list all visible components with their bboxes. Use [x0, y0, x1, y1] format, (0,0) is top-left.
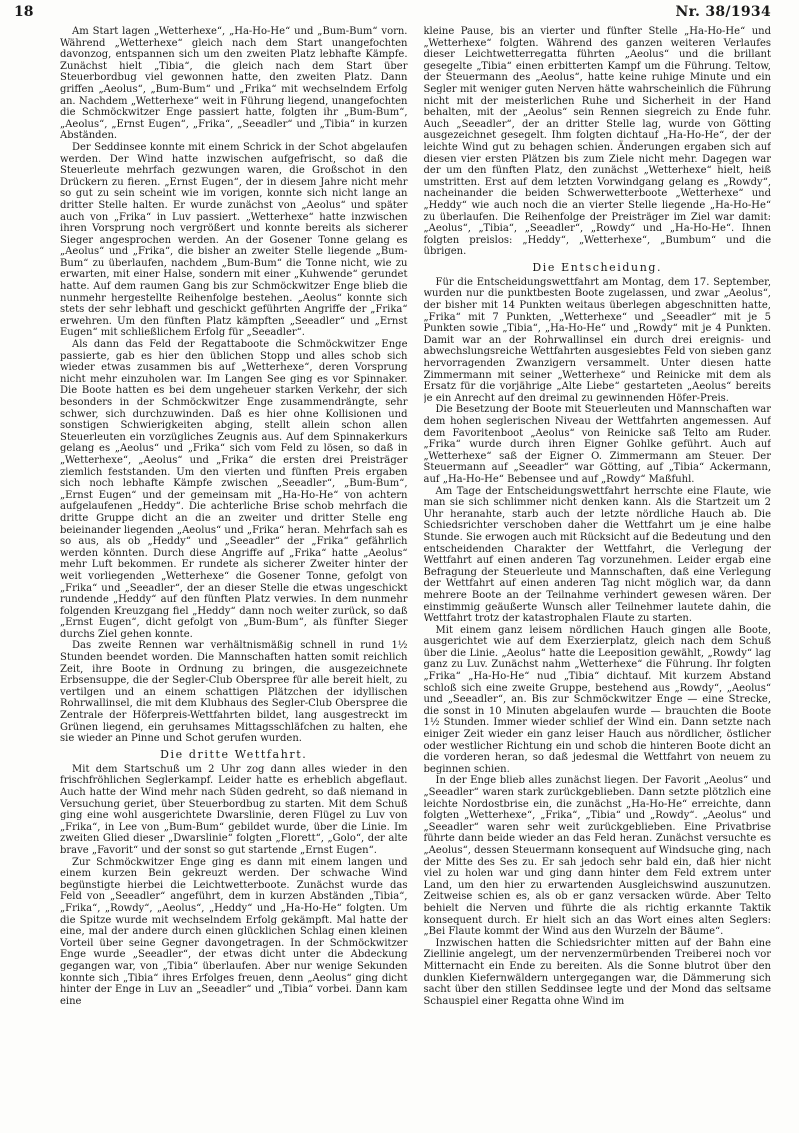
paragraph: Das zweite Rennen war verhältnismäßig schnell in rund 1½ Stunden beendet worden. Die Mannschaften hatten somit reichlich Zeit, ihre Boote in Ordnung zu bringen, die ausgezeichnete Erbsensuppe, die der Segler-Club Oberspree für alle bereit hielt, zu vertilgen und an einem schattigen Plätzchen der idyllischen Rohrwallinsel, die mit dem Klubhaus des Segler-Club Oberspree die Zentrale der Höferpreis-Wettfahrten bildet, lang ausgestreckt im Grünen liegend, ein geruhsames Mittagsschläfchen zu halten, ehe sie wieder an Pinne und Schot gerufen wurden.: [60, 640, 408, 745]
section-heading: Die dritte Wettfahrt.: [160, 747, 308, 761]
paragraph: In der Enge blieb alles zunächst liegen. Der Favorit „Aeolus“ und „Seeadler“ waren stark zurückgeblieben. Dann setzte plötzlich eine leichte Nordostbrise ein, die zunächst „Ha-Ho-He“ erreichte, dann folgten „Wetterhexe“, „Frika“, „Tibia“ und „Rowdy“. „Aeolus“ und „Seeadler“ waren sehr weit zurückgeblieben. Eine Privatbrise führte dann beide wieder an das Feld heran. Zunächst versuchte es „Aeolus“, dessen Steuermann konsequent auf Windsuche ging, nach der Mitte des Ses zu. Er sah jedoch sehr bald ein, daß hier nicht viel zu holen war und ging dann hinter dem Feld extrem unter Land, um den hier zu erwartenden Ausgleichswind auszunutzen. Zeitweise schien es, als ob er ganz versacken würde. Aber Telto behielt die Nerven und führte die als richtig erkannte Taktik konsequent durch. Er hielt sich an das Wort eines alten Seglers: „Bei Flaute kommt der Wind aus den Wurzeln der Bäume“.: [423, 775, 771, 938]
paragraph: Inzwischen hatten die Schiedsrichter mitten auf der Bahn eine Ziellinie angelegt, um der nervenzermürbenden Treiberei noch vor Mitternacht ein Ende zu bereiten. Als die Sonne blutrot über den dunklen Kiefernwäldern untergegangen war, die Dämmerung sich sacht über den stillen Seddinsee legte und der Mond das seltsame Schauspiel einer Regatta ohne Wind im: [423, 937, 771, 1007]
page-number: 18: [14, 4, 34, 20]
article-columns: [60, 26, 771, 1125]
paragraph: Für die Entscheidungswettfahrt am Montag, dem 17. September, wurden nur die punktbesten Boote zugelassen, und zwar „Aeolus“, der bisher mit 14 Punkten weitaus überlegen abgeschnitten hatte, „Frika“ mit 7 Punkten, „Wetterhexe“ und „Seeadler“ mit je 5 Punkten sowie „Tibia“, „Ha-Ho-He“ und „Rowdy“ mit je 4 Punkten. Damit war an der Rohrwallinsel ein durch drei ereignis- und abwechslungsreiche Wettfahrten ausgesiebtes Feld von sieben ganz hervorragenden Zwanzigern versammelt. Unter diesen hatte Zimmermann mit seiner „Wetterhexe“ und Reinicke mit dem als Ersatz für die vorjährige „Alte Liebe“ gestarteten „Aeolus“ bereits je ein Anrecht auf den dreimal zu gewinnenden Höfer-Preis.: [423, 276, 771, 404]
paragraph: Als dann das Feld der Regattaboote die Schmöckwitzer Enge passierte, gab es hier den üblichen Stopp und alles schob sich wieder etwas zusammen bis auf „Wetterhexe“, deren Vorsprung nicht mehr einzuholen war. Im Langen See ging es vor Spinnaker. Die Boote hatten es bei dem ungeheuer starken Verkehr, der sich besonders in der Schmöckwitzer Enge zusammendrängte, sehr schwer, sich durchzuwinden. Daß es hier ohne Kollisionen und sonstigen Schwierigkeiten abging, stellt allein schon allen Steuerleuten ein vorzügliches Zeugnis aus. Auf dem Spinnakerkurs gelang es „Aeolus“ und „Frika“ sich vom Feld zu lösen, so daß in „Wetterhexe“, „Aeolus“ und „Frika“ die ersten drei Preisträger ziemlich feststanden. Um den vierten und fünften Preis ergaben sich noch lebhafte Kämpfe zwischen „Seeadler“, „Bum-Bum“, „Ernst Eugen“ und der gemeinsam mit „Ha-Ho-He“ von achtern aufgelaufenen „Heddy“. Die achterliche Brise schob mehrfach die dritte Gruppe dicht an die an zweiter und dritter Stelle eng beieinander liegenden „Aeolus“ und „Frika“ heran. Mehrfach sah es so aus, als ob „Heddy“ und „Seeadler“ der „Frika“ gefährlich werden könnten. Durch diese Angriffe auf „Frika“ hatte „Aeolus“ mehr Luft bekommen. Er rundete als sicherer Zweiter hinter der weit vorliegenden „Wetterhexe“ die Gosener Tonne, gefolgt von „Frika“ und „Seeadler“, der an dieser Stelle die etwas ungeschickt rundende „Heddy“ auf den fünften Platz verwies. In dem nunmehr folgenden Kreuzgang fiel „Heddy“ dann noch weiter zurück, so daß „Ernst Eugen“, dicht gefolgt von „Bum-Bum“, als fünfter Sieger durchs Ziel gehen konnte.: [60, 339, 408, 640]
paragraph: Mit dem Startschuß um 2 Uhr zog dann alles wieder in den frischfröhlichen Seglerkampf. Leider hatte es erheblich abgeflaut. Auch hatte der Wind mehr nach Süden gedreht, so daß niemand in Versuchung geriet, über Steuerbordbug zu starten. Mit dem Schuß ging eine wohl ausgerichtete Dwarslinie, deren Flügel zu Luv von „Frika“, in Lee von „Bum-Bum“ gebildet wurde, über die Linie. Im zweiten Glied dieser „Dwarslinie“ folgten „Florett“, „Golo“, der alte brave „Favorit“ und der sonst so gut startende „Ernst Eugen“.: [60, 763, 408, 856]
paragraph: Der Seddinsee konnte mit einem Schrick in der Schot abgelaufen werden. Der Wind hatte inzwischen aufgefrischt, so daß die Steuerleute mehrfach gezwungen waren, die Großschot in den Drückern zu fieren. „Ernst Eugen“, der in diesem Jahre nicht mehr so gut zu sein scheint wie im vorigen, konnte sich nicht lange an dritter Stelle halten. Er wurde zunächst von „Aeolus“ und später auch von „Frika“ in Luv passiert. „Wetterhexe“ hatte inzwischen ihren Vorsprung noch vergrößert und konnte bereits als sicherer Sieger angesprochen werden. An der Gosener Tonne gelang es „Aeolus“ und „Frika“, die bisher an zweiter Stelle liegende „Bum-Bum“ zu überlaufen, nachdem „Bum-Bum“ die Tonne nicht, wie zu erwarten, mit einer Halse, sondern mit einer „Kuhwende“ gerundet hatte. Auf dem raumen Gang bis zur Schmöckwitzer Enge blieb die nunmehr hergestellte Reihenfolge bestehen. „Aeolus“ konnte sich stets der sehr lebhaft und geschickt geführten Angriffe der „Frika“ erwehren. Um den fünften Platz kämpften „Seeadler“ und „Ernst Eugen“ mit schließlichem Erfolg für „Seeadler“.: [60, 141, 408, 339]
left-column: [60, 26, 408, 1125]
paragraph: Am Tage der Entscheidungswettfahrt herrschte eine Flaute, wie man sie sich schlimmer nicht denken kann. Als die Startzeit um 2 Uhr heranahte, starb auch der letzte nördliche Hauch ab. Die Schiedsrichter verschoben daher die Wettfahrt um je eine halbe Stunde. Sie erwogen auch mit Rücksicht auf die Bedeutung und den entscheidenden Charakter der Wettfahrt, die Verlegung der Wettfahrt auf einen anderen Tag vorzunehmen. Leider ergab eine Befragung der Steuerleute und Mannschaften, daß eine Verlegung der Wettfahrt auf einen anderen Tag nicht möglich war, da dann mehrere Boote an der Teilnahme verhindert gewesen wären. Der einstimmig geäußerte Wunsch aller Teilnehmer lautete dahin, die Wettfahrt trotz der katastrophalen Flaute zu starten.: [423, 485, 771, 625]
paragraph: Am Start lagen „Wetterhexe“, „Ha-Ho-He“ und „Bum-Bum“ vorn. Während „Wetterhexe“ gleich nach dem Start unangefochten davonzog, entspannen sich um den zweiten Platz lebhafte Kämpfe. Zunächst hielt „Tibia“, die gleich nach dem Start über Steuerbordbug viel gewonnen hatte, den zweiten Platz. Dann griffen „Aeolus“, „Bum-Bum“ und „Frika“ mit wechselndem Erfolg an. Nachdem „Wetterhexe“ weit in Führung liegend, unangefochten die Schmöckwitzer Enge passiert hatte, folgten ihr „Bum-Bum“, „Aeolus“, „Ernst Eugen“, „Frika“, „Seeadler“ und „Tibia“ in kurzen Abständen.: [60, 26, 408, 142]
paragraph: Zur Schmöckwitzer Enge ging es dann mit einem langen und einem kurzen Bein gekreuzt werden. Der schwache Wind begünstigte hierbei die Leichtwetterboote. Zunächst wurde das Feld von „Seeadler“ angeführt, dem in kurzen Abständen „Tibia“, „Frika“, „Rowdy“, „Aeolus“, „Heddy“ und „Ha-Ho-He“ folgten. Um die Spitze wurde mit wechselndem Erfolg gekämpft. Mal hatte der eine, mal der andere durch einen glücklichen Schlag einen kleinen Vorteil über seine Gegner davongetragen. In der Schmöckwitzer Enge wurde „Seeadler“, der etwas dicht unter die Abdeckung gegangen war, von „Tibia“ überlaufen. Aber nur wenige Sekunden konnte sich „Tibia“ ihres Erfolges freuen, denn „Aeolus“ ging dicht hinter der Enge in Luv an „Seeadler“ und „Tibia“ vorbei. Dann kam eine: [60, 856, 408, 1007]
section-heading: Die Entscheidung.: [532, 260, 663, 274]
paragraph: Die Besetzung der Boote mit Steuerleuten und Mannschaften war dem hohen seglerischen Niveau der Wettfahrten angemessen. Auf dem Favoritenboot „Aeolus“ von Reinicke saß Telto am Ruder. „Frika“ wurde durch ihren Eigner Gohlke geführt. Auch auf „Wetterhexe“ saß der Eigner O. Zimmermann am Steuer. Der Steuermann auf „Seeadler“ war Götting, auf „Tibia“ Ackermann, auf „Ha-Ho-He“ Bebensee und auf „Rowdy“ Maßfuhl.: [423, 404, 771, 485]
paragraph: Mit einem ganz leisem nördlichen Hauch gingen alle Boote, ausgerichtet wie auf dem Exerzierplatz, gleich nach dem Schuß über die Linie. „Aeolus“ hatte die Leeposition gewählt, „Rowdy“ lag ganz zu Luv. Zunächst nahm „Wetterhexe“ die Führung. Ihr folgten „Frika“ „Ha-Ho-He“ nud „Tibia“ dichtauf. Mit kurzem Abstand schloß sich eine zweite Gruppe, bestehend aus „Rowdy“, „Aeolus“ und „Seeadler“, an. Bis zur Schmöckwitzer Enge — eine Strecke, die sonst in 10 Minuten abgelaufen wurde — brauchten die Boote 1½ Stunden. Immer wieder schlief der Wind ein. Dann setzte nach einiger Zeit wieder ein ganz leiser Hauch aus nördlicher, östlicher oder westlicher Richtung ein und schob die hinteren Boote dicht an die vorderen heran, so daß jedesmal die Wettfahrt von neuem zu beginnen schien.: [423, 624, 771, 775]
right-column: [424, 26, 772, 1125]
issue-number: Nr. 38/1934: [675, 4, 771, 20]
paragraph: kleine Pause, bis an vierter und fünfter Stelle „Ha-Ho-He“ und „Wetterhexe“ folgten. Während des ganzen weiteren Verlaufes dieser Leichtwetterregatta führten „Aeolus“ und die brillant gesegelte „Tibia“ einen erbitterten Kampf um die Führung. Teltow, der Steuermann des „Aeolus“, hatte keine ruhige Minute und ein Segler mit weniger guten Nerven hätte wahrscheinlich die Führung nicht mit der meisterlichen Ruhe und Sicherheit in der Hand behalten, mit der „Aeolus“ sein Rennen siegreich zu Ende fuhr. Auch „Seeadler“, der an dritter Stelle lag, wurde von Götting ausgezeichnet gesegelt. Ihm folgten dichtauf „Ha-Ho-He“, der der leichte Wind gut zu behagen schien. Änderungen ergaben sich auf diesen vier ersten Plätzen bis zum Ziele nicht mehr. Dagegen war der um den fünften Platz, den zunächst „Wetterhexe“ hielt, heiß umstritten. Erst auf dem letzten Vorwindgang gelang es „Rowdy“, nacheinander die beiden Schwerwetterboote „Wetterhexe“ und „Heddy“ wie auch noch die an vierter Stelle liegende „Ha-Ho-He“ zu überlaufen. Die Reihenfolge der Preisträger im Ziel war damit: „Aeolus“, „Tibia“, „Seeadler“, „Rowdy“ und „Ha-Ho-He“. Ihnen folgten preislos: „Heddy“, „Wetterhexe“, „Bumbum“ und die übrigen.: [423, 26, 771, 258]
page-header: [14, 4, 771, 28]
